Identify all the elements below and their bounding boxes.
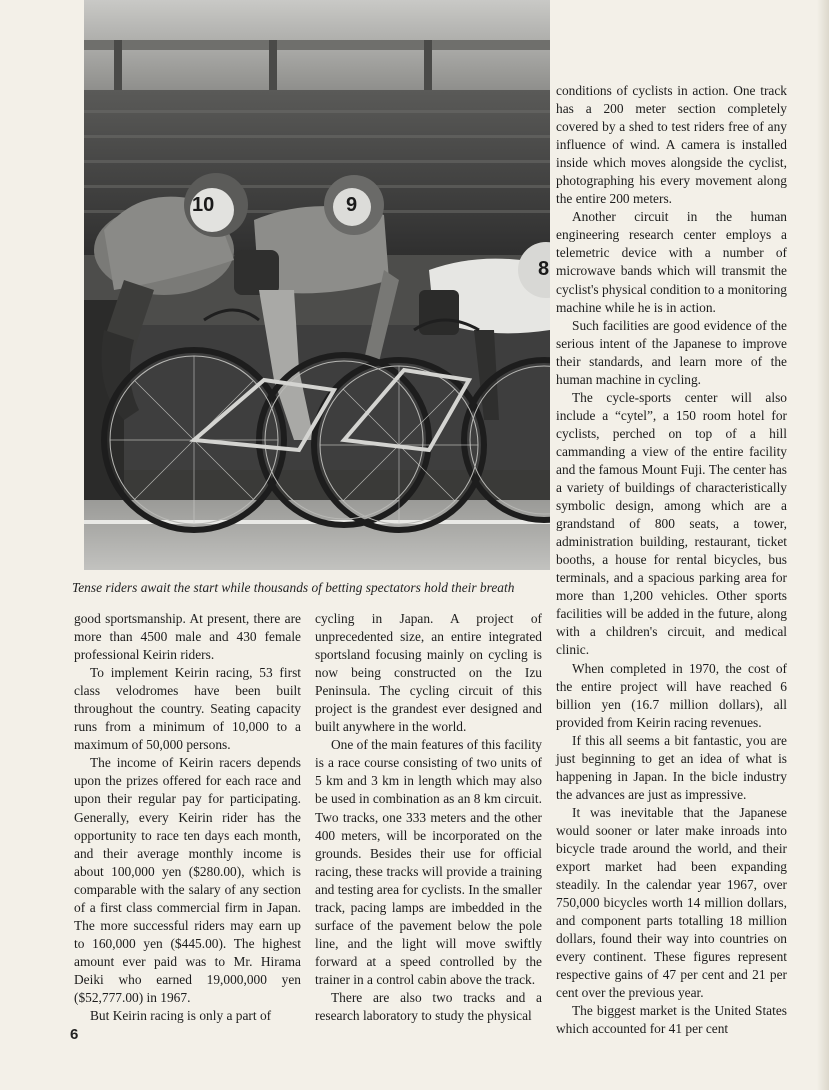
photo-caption: Tense riders await the start while thousands of betting spectators hold their breath xyxy=(72,580,515,595)
page-number: 6 xyxy=(70,1026,79,1043)
paragraph: good sportsmanship. At present, there are more than 4500 male and 430 female professional Keirin riders. xyxy=(74,611,301,663)
paragraph: conditions of cyclists in action. One track has a 200 meter section completely covered by a shed to test riders free of any influence of wind. A camera is installed inside which moves alongside the cyclist, photographing his every movement along the entire 200 meters. xyxy=(556,83,787,207)
paragraph: Such facilities are good evidence of the serious intent of the Japanese to improve their standards, and learn more of the human machine in cycling. xyxy=(556,317,787,387)
paragraph: To implement Keirin racing, 53 first class velodromes have been built throughout the country. Seating capacity runs from a minimum of 10,000 to a maximum of 50,000 persons. xyxy=(74,665,301,753)
rider-number-10: 10 xyxy=(192,194,215,216)
text-column-3 xyxy=(556,82,787,1038)
paragraph: When completed in 1970, the cost of the entire project will have reached 6 billion yen (16.7 million dollars), all provided from Keirin racing revenues. xyxy=(556,660,787,730)
rider-number-8: 8 xyxy=(538,258,550,280)
paragraph: It was inevitable that the Japanese would sooner or later make inroads into bicycle trade around the world, and their export market had been expanding steadily. In the calendar year 1967, over 750,000 bicycles worth 14 million dollars, and component parts totalling 18 million dollars, found their way into countries on every continent. These figures represent respective gains of 47 per cent and 21 per cent over the previous year. xyxy=(556,804,787,1001)
page-edge-shadow xyxy=(817,0,829,1090)
paragraph: But Keirin racing is only a part of xyxy=(90,1008,272,1024)
paragraph: The biggest market is the United States which accounted for 41 per cent xyxy=(556,1003,787,1037)
paragraph: The cycle-sports center will also include a “cytel”, a 150 room hotel for cyclists, perched on top of a hill cammanding a view of the entire facility and the famous Mount Fuji. The center has a variety of buildings of characteristically symbolic design, among which are a grandstand of 800 seats, a tower, administration building, restaurant, ticket booths, a house for rental bicycles, bus terminals, and a spacious parking area for more than 1,200 vehicles. Other sports facilities will be added in the future, along with a children's circuit, and medical clinic. xyxy=(556,389,787,658)
paragraph: cycling in Japan. A project of unprecedented size, an entire integrated sportsland focusing mainly on cycling is now being constructed on the Izu Peninsula. The cycling circuit of this project is the grandest ever designed and built anywhere in the world. xyxy=(315,611,542,735)
rider-number-9: 9 xyxy=(346,194,358,216)
text-column-2 xyxy=(315,610,542,1025)
paragraph: Another circuit in the human engineering research center employs a telemetric device with a number of microwave bands which will transmit the cyclist's physical condition to a monitoring machine while he is in action. xyxy=(556,209,787,315)
paragraph: If this all seems a bit fantastic, you are just beginning to get an idea of what is happening in Japan. In the bicle industry the advances are just as impressive. xyxy=(556,732,787,802)
paragraph: One of the main features of this facility is a race course consisting of two units of 5 km and 3 km in length which may also be used in combination as an 8 km circuit. Two tracks, one 333 meters and the other 400 meters, will be incorporated on the grounds. Besides their use for official racing, these tracks will provide a training and testing area for cyclists. In the smaller track, pacing lamps are imbedded in the surface of the pavement below the pole line, and the light will move swiftly forward at a speed controlled by the trainer in a control cabin above the track. xyxy=(315,737,542,987)
paragraph: There are also two tracks and a research laboratory to study the physical xyxy=(315,989,542,1024)
text-column-1 xyxy=(74,610,301,1025)
keirin-riders-photo xyxy=(84,0,550,570)
paragraph: The income of Keirin racers depends upon the prizes offered for each race and upon their regular pay for participating. Generally, every Keirin rider has the opportunity to race ten days each month, and their average monthly income is about 100,000 yen ($280.00), which is comparable with the salary of any section of a first class commercial firm in Japan. The more successful riders may earn up to 160,000 yen ($445.00). The highest amount ever paid was to Mr. Hirama Deiki who earned 19,000,000 yen ($52,777.00) in 1967. xyxy=(74,755,301,1005)
